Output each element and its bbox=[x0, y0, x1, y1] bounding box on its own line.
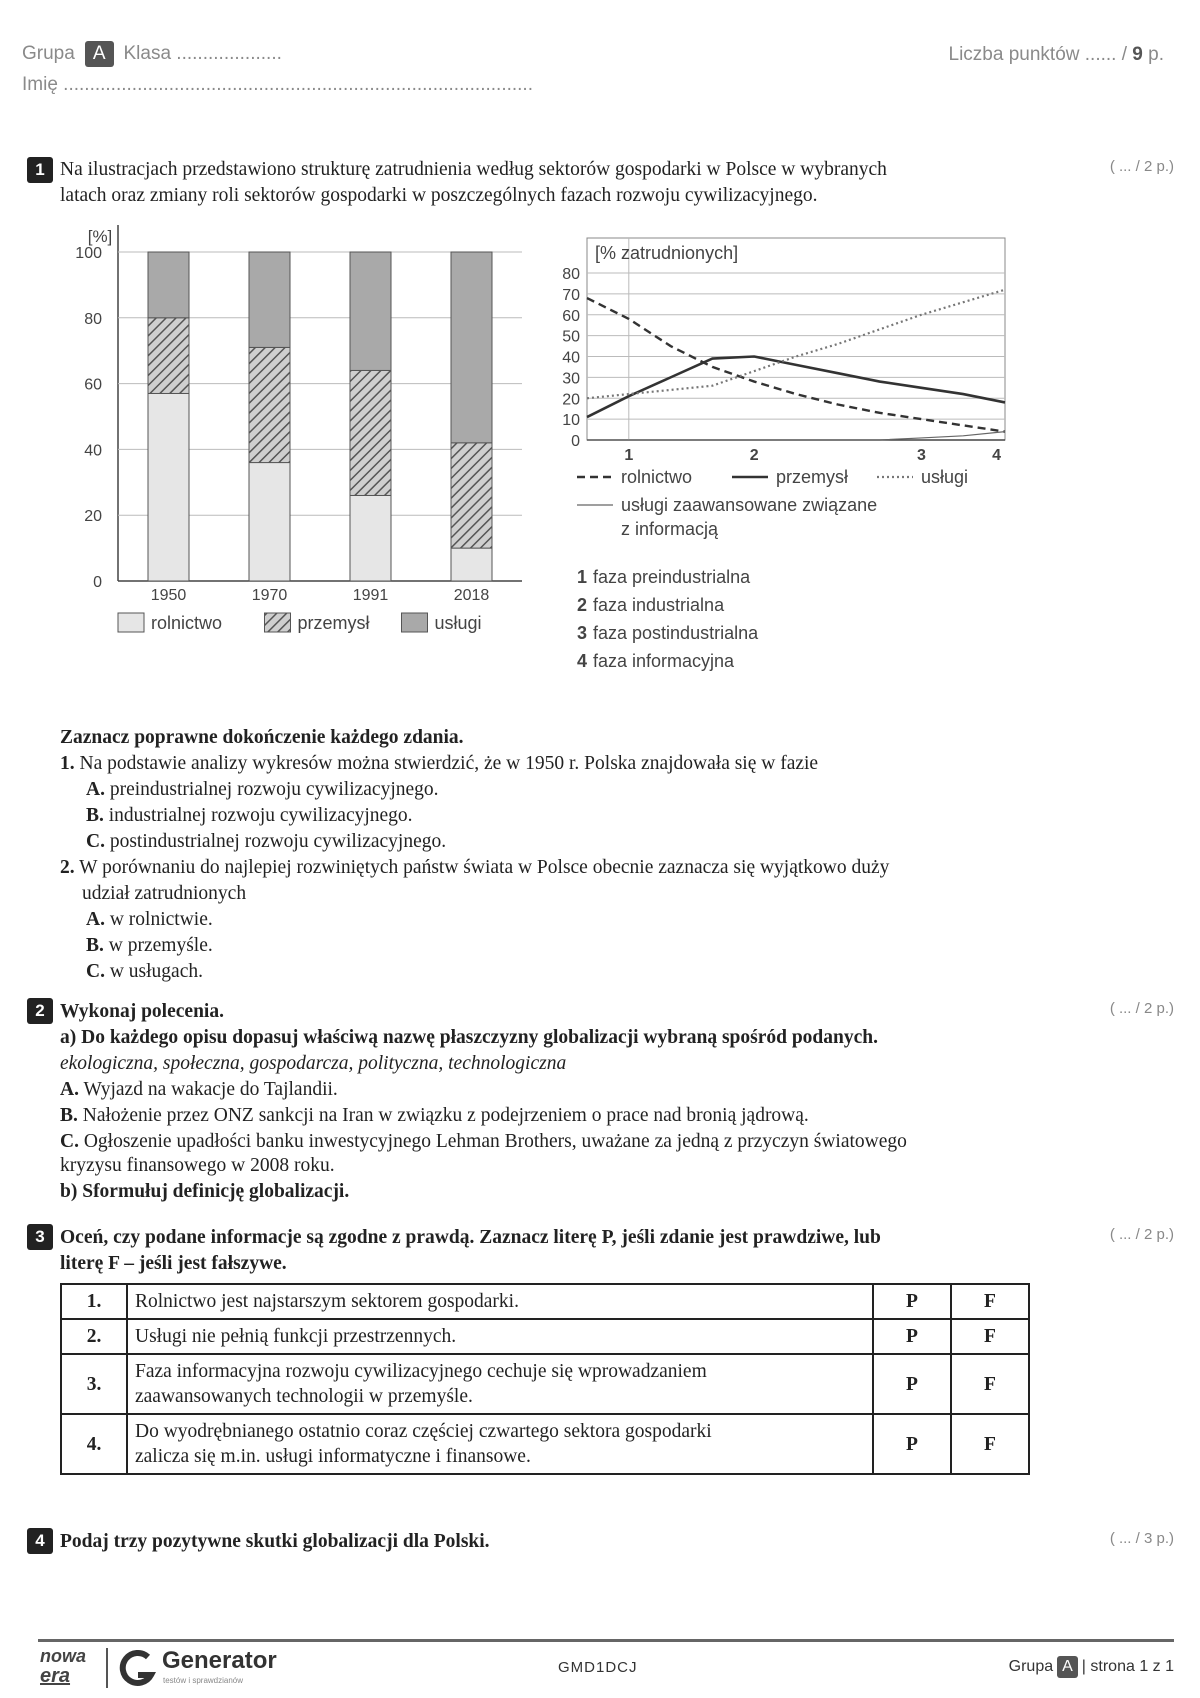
question-1-sentence-2 bbox=[60, 855, 889, 881]
option-letter: C. bbox=[86, 961, 105, 982]
y-tick-label: 70 bbox=[562, 286, 580, 304]
x-tick-label: 1970 bbox=[251, 587, 288, 604]
footer-group-label: Grupa bbox=[1008, 1658, 1054, 1675]
part-a-text: Do każdego opisu dopasuj właściwą nazwę płaszczyzny globalizacji wybraną spośród podanych. bbox=[81, 1027, 878, 1048]
footer-page-info bbox=[1009, 1656, 1174, 1678]
phase-number: 4 bbox=[577, 651, 588, 671]
question-1-sentence-1 bbox=[60, 751, 818, 777]
part-b-label: b) bbox=[60, 1181, 78, 1202]
y-tick-label: 30 bbox=[562, 370, 580, 388]
bar-segment-usługi bbox=[451, 252, 492, 443]
x-tick-label: 3 bbox=[916, 447, 926, 464]
question-1-intro-line1: Na ilustracjach przedstawiono strukturę zatrudnienia według sektorów gospodarki w Polsce w wybranych bbox=[60, 159, 887, 180]
bar-segment-usługi bbox=[350, 252, 391, 370]
sentence-2-option-b[interactable] bbox=[86, 933, 213, 959]
answer-false[interactable]: F bbox=[951, 1354, 1029, 1414]
x-tick-label: 1991 bbox=[352, 587, 389, 604]
row-number: 3. bbox=[61, 1354, 127, 1414]
series-line-przemysł bbox=[587, 357, 1005, 418]
phase-line-chart bbox=[550, 230, 1020, 700]
legend-label-line2: z informacją bbox=[621, 519, 719, 539]
question-4-title: Podaj trzy pozytywne skutki globalizacji dla Polski. bbox=[60, 1531, 490, 1552]
bar-segment-rolnictwo bbox=[249, 463, 290, 581]
x-tick-label: 1950 bbox=[150, 587, 187, 604]
phase-name: faza industrialna bbox=[593, 595, 725, 615]
legend-swatch bbox=[402, 613, 428, 632]
y-tick-label: 0 bbox=[93, 574, 102, 591]
document-code: GMD1DCJ bbox=[558, 1659, 638, 1676]
phase-number: 2 bbox=[577, 595, 588, 615]
option-text: w przemyśle. bbox=[108, 935, 213, 956]
question-2-part-b bbox=[60, 1179, 349, 1205]
answer-true[interactable]: P bbox=[873, 1414, 951, 1474]
statement bbox=[127, 1414, 873, 1474]
item-text: Ogłoszenie upadłości banku inwestycyjnego Lehman Brothers, uważane za jedną z przyczyn światowego bbox=[83, 1131, 907, 1152]
group-badge: A bbox=[85, 41, 114, 67]
class-field[interactable]: Klasa .................... bbox=[123, 43, 282, 64]
y-tick-label: 10 bbox=[562, 412, 580, 430]
answer-false[interactable]: F bbox=[951, 1414, 1029, 1474]
statement bbox=[127, 1284, 873, 1319]
answer-true[interactable]: P bbox=[873, 1319, 951, 1354]
y-tick-label: 40 bbox=[562, 349, 580, 367]
question-1-intro-line2: latach oraz zmiany roli sektorów gospodarki w poszczególnych fazach rozwoju cywilizacyjnego. bbox=[60, 185, 818, 206]
sentence-1-option-c[interactable] bbox=[86, 829, 446, 855]
legend-label: rolnictwo bbox=[151, 613, 223, 633]
part-a-label: a) bbox=[60, 1027, 77, 1048]
phase-number: 3 bbox=[577, 623, 588, 643]
y-tick-label: 80 bbox=[84, 310, 102, 328]
y-tick-label: 100 bbox=[75, 245, 102, 262]
legend-swatch bbox=[265, 613, 291, 632]
y-tick-label: 0 bbox=[571, 433, 580, 450]
statement-line1: Faza informacyjna rozwoju cywilizacyjnego cechuje się wprowadzaniem bbox=[135, 1361, 707, 1382]
table-row bbox=[61, 1284, 1029, 1319]
question-1-points: ( ... / 2 p.) bbox=[1109, 158, 1174, 175]
statement-line1: Usługi nie pełnią funkcji przestrzennych. bbox=[135, 1326, 457, 1347]
statement bbox=[127, 1354, 873, 1414]
legend-label: rolnictwo bbox=[621, 467, 693, 487]
answer-true[interactable]: P bbox=[873, 1284, 951, 1319]
employment-bar-chart bbox=[60, 225, 550, 705]
generator-subtitle: testów i sprawdzianów bbox=[163, 1676, 244, 1685]
footer-divider bbox=[38, 1639, 1174, 1642]
points-max: 9 bbox=[1132, 44, 1143, 65]
item-letter: B. bbox=[60, 1105, 78, 1126]
option-letter: C. bbox=[86, 831, 105, 852]
sentence-1-text: Na podstawie analizy wykresów można stwierdzić, że w 1950 r. Polska znajdowała się w fazie bbox=[79, 753, 819, 774]
y-axis-label: [%] bbox=[87, 227, 113, 246]
question-3-number: 3 bbox=[27, 1224, 53, 1250]
series-line-usługi bbox=[587, 432, 1005, 440]
bar-segment-rolnictwo bbox=[350, 495, 391, 581]
legend-label: usługi bbox=[434, 613, 482, 633]
part-b-text: Sformułuj definicję globalizacji. bbox=[82, 1181, 350, 1202]
generator-title: Generator bbox=[162, 1647, 277, 1674]
series-line-usługi bbox=[587, 290, 1005, 399]
header-group-line bbox=[22, 41, 282, 67]
points-label: Liczba punktów ...... / bbox=[948, 44, 1127, 65]
statement-line2: zalicza się m.in. usługi informatyczne i finansowe. bbox=[135, 1446, 531, 1467]
table-row bbox=[61, 1354, 1029, 1414]
legend-label: przemysł bbox=[297, 613, 370, 633]
option-letter: A. bbox=[86, 779, 105, 800]
question-1-number: 1 bbox=[27, 157, 53, 183]
item-text: Nałożenie przez ONZ sankcji na Iran w związku z podejrzeniem o prace nad bronią jądrową. bbox=[82, 1105, 809, 1126]
phase-name: faza postindustrialna bbox=[593, 623, 759, 643]
option-text: industrialnej rozwoju cywilizacyjnego. bbox=[108, 805, 413, 826]
page-number: | strona 1 z 1 bbox=[1081, 1658, 1174, 1675]
logo-era: era bbox=[40, 1665, 71, 1687]
item-text: Wyjazd na wakacje do Tajlandii. bbox=[83, 1079, 338, 1100]
footer-group-badge: A bbox=[1057, 1656, 1078, 1678]
bar-segment-przemysł bbox=[350, 370, 391, 495]
table-row bbox=[61, 1319, 1029, 1354]
y-tick-label: 80 bbox=[562, 266, 580, 283]
sentence-2-number: 2. bbox=[60, 857, 75, 878]
bar-segment-przemysł bbox=[249, 347, 290, 462]
sentence-2-text: W porównaniu do najlepiej rozwiniętych państw świata w Polsce obecnie zaznacza się wyjątkowo duży bbox=[79, 857, 890, 878]
y-tick-label: 60 bbox=[562, 307, 580, 325]
bar-segment-usługi bbox=[148, 252, 189, 318]
y-tick-label: 20 bbox=[84, 508, 102, 526]
answer-false[interactable]: F bbox=[951, 1284, 1029, 1319]
globalization-options: ekologiczna, społeczna, gospodarcza, polityczna, technologiczna bbox=[60, 1053, 567, 1074]
y-tick-label: 60 bbox=[84, 376, 102, 394]
option-letter: A. bbox=[86, 909, 105, 930]
bar-segment-przemysł bbox=[148, 318, 189, 394]
legend-label: usługi bbox=[921, 467, 969, 487]
name-field[interactable]: Imię ......................................................................................... bbox=[22, 74, 533, 95]
y-tick-label: 40 bbox=[84, 442, 102, 460]
legend-label: usługi zaawansowane związane bbox=[621, 495, 878, 515]
statement bbox=[127, 1319, 873, 1354]
question-4-number: 4 bbox=[27, 1528, 53, 1554]
sentence-2-option-c[interactable] bbox=[86, 959, 203, 985]
y-tick-label: 20 bbox=[562, 391, 580, 409]
points-unit: p. bbox=[1148, 44, 1164, 65]
question-2-points: ( ... / 2 p.) bbox=[1109, 1000, 1174, 1017]
question-2-part-a bbox=[60, 1025, 878, 1051]
phase-number: 1 bbox=[577, 567, 588, 587]
description-a bbox=[60, 1077, 338, 1103]
option-text: w usługach. bbox=[109, 961, 203, 982]
question-3-title-line2: literę F – jeśli jest fałszywe. bbox=[60, 1253, 287, 1274]
option-letter: B. bbox=[86, 805, 104, 826]
bar-segment-usługi bbox=[249, 252, 290, 347]
nowa-era-logo bbox=[40, 1646, 96, 1686]
row-number: 1. bbox=[61, 1284, 127, 1319]
sentence-1-option-a[interactable] bbox=[86, 777, 439, 803]
generator-logo-icon bbox=[118, 1649, 158, 1689]
table-row bbox=[61, 1414, 1029, 1474]
row-number: 4. bbox=[61, 1414, 127, 1474]
legend-label: przemysł bbox=[776, 467, 849, 487]
statement-line1: Rolnictwo jest najstarszym sektorem gospodarki. bbox=[135, 1291, 519, 1312]
question-4-points: ( ... / 3 p.) bbox=[1109, 1530, 1174, 1547]
description-c bbox=[60, 1129, 907, 1155]
option-text: postindustrialnej rozwoju cywilizacyjnego. bbox=[109, 831, 447, 852]
chart-title: [% zatrudnionych] bbox=[595, 243, 739, 263]
question-2-number: 2 bbox=[27, 998, 53, 1024]
y-tick-label: 50 bbox=[562, 328, 580, 346]
sentence-1-number: 1. bbox=[60, 753, 75, 774]
option-text: preindustrialnej rozwoju cywilizacyjnego. bbox=[109, 779, 439, 800]
bar-segment-przemysł bbox=[451, 443, 492, 548]
answer-true[interactable]: P bbox=[873, 1354, 951, 1414]
group-label: Grupa bbox=[22, 43, 75, 64]
sentence-2-option-a[interactable] bbox=[86, 907, 213, 933]
sentence-1-option-b[interactable] bbox=[86, 803, 413, 829]
description-c-line2: kryzysu finansowego w 2008 roku. bbox=[60, 1155, 335, 1176]
question-1-instruction: Zaznacz poprawne dokończenie każdego zdania. bbox=[60, 727, 464, 748]
option-letter: B. bbox=[86, 935, 104, 956]
answer-false[interactable]: F bbox=[951, 1319, 1029, 1354]
logo-nowa: nowa bbox=[40, 1646, 87, 1666]
x-tick-label: 1 bbox=[624, 447, 634, 464]
true-false-table bbox=[60, 1283, 1030, 1475]
description-b bbox=[60, 1103, 809, 1129]
question-2-title: Wykonaj polecenia. bbox=[60, 1001, 224, 1022]
points-total bbox=[949, 44, 1164, 66]
question-3-title-line1: Oceń, czy podane informacje są zgodne z prawdą. Zaznacz literę P, jeśli zdanie jest prawdziwe, lub bbox=[60, 1227, 881, 1248]
x-tick-label: 4 bbox=[992, 447, 1002, 464]
statement-line2: zaawansowanych technologii w przemyśle. bbox=[135, 1386, 473, 1407]
phase-name: faza preindustrialna bbox=[593, 567, 751, 587]
bar-segment-rolnictwo bbox=[451, 548, 492, 581]
logo-divider bbox=[106, 1648, 108, 1688]
sentence-2-text-line2: udział zatrudnionych bbox=[82, 883, 247, 904]
statement-line1: Do wyodrębnianego ostatnio coraz częściej czwartego sektora gospodarki bbox=[135, 1421, 712, 1442]
bar-segment-rolnictwo bbox=[148, 393, 189, 581]
row-number: 2. bbox=[61, 1319, 127, 1354]
phase-name: faza informacyjna bbox=[593, 651, 735, 671]
item-letter: A. bbox=[60, 1079, 79, 1100]
x-tick-label: 2 bbox=[749, 447, 759, 464]
plot-frame bbox=[587, 238, 1005, 440]
legend-swatch bbox=[118, 613, 144, 632]
item-letter: C. bbox=[60, 1131, 79, 1152]
question-3-points: ( ... / 2 p.) bbox=[1109, 1226, 1174, 1243]
option-text: w rolnictwie. bbox=[109, 909, 213, 930]
x-tick-label: 2018 bbox=[453, 587, 490, 604]
